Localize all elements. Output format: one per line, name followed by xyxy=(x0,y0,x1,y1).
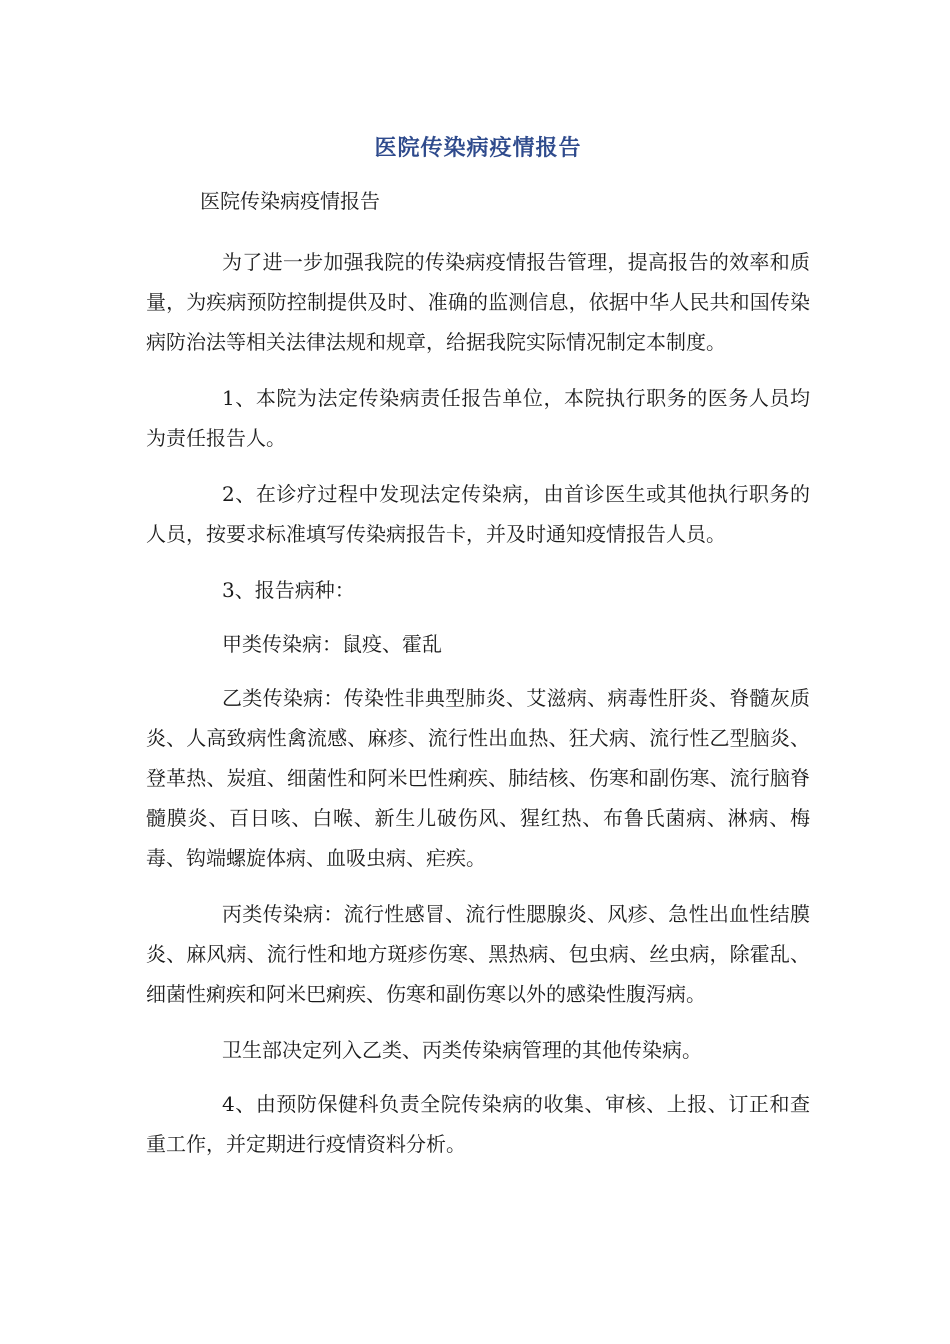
paragraph-other-diseases: 卫生部决定列入乙类、丙类传染病管理的其他传染病。 xyxy=(222,1038,702,1062)
paragraph-item-2: 2、在诊疗过程中发现法定传染病，由首诊医生或其他执行职务的人员，按要求标准填写传染病报告卡，并及时通知疫情报告人员。 xyxy=(146,482,810,546)
paragraph-class-a: 甲类传染病：鼠疫、霍乱 xyxy=(222,632,442,656)
paragraph-item-1: 1、本院为法定传染病责任报告单位，本院执行职务的医务人员均为责任报告人。 xyxy=(146,386,810,450)
paragraph-item-3: 3、报告病种： xyxy=(222,578,355,602)
document-subtitle: 医院传染病疫情报告 xyxy=(200,189,380,213)
paragraph-intro: 为了进一步加强我院的传染病疫情报告管理，提高报告的效率和质量，为疾病预防控制提供及时、准确的监测信息，依据中华人民共和国传染病防治法等相关法律法规和规章，给据我院实际情况制定本制度。 xyxy=(146,250,810,354)
document-title: 医院传染病疫情报告 xyxy=(374,136,582,161)
paragraph-class-b: 乙类传染病：传染性非典型肺炎、艾滋病、病毒性肝炎、脊髓灰质炎、人高致病性禽流感、麻疹、流行性出血热、狂犬病、流行性乙型脑炎、登革热、炭疽、细菌性和阿米巴性痢疾、肺结核、伤寒和副伤寒、流行脑脊髓膜炎、百日咳、白喉、新生儿破伤风、猩红热、布鲁氏菌病、淋病、梅毒、钩端螺旋体病、血吸虫病、疟疾。 xyxy=(146,686,810,870)
paragraph-class-c: 丙类传染病：流行性感冒、流行性腮腺炎、风疹、急性出血性结膜炎、麻风病、流行性和地方斑疹伤寒、黑热病、包虫病、丝虫病，除霍乱、细菌性痢疾和阿米巴痢疾、伤寒和副伤寒以外的感染性腹泻病。 xyxy=(146,902,810,1006)
paragraph-item-4: 4、由预防保健科负责全院传染病的收集、审核、上报、订正和查重工作，并定期进行疫情资料分析。 xyxy=(146,1092,810,1156)
